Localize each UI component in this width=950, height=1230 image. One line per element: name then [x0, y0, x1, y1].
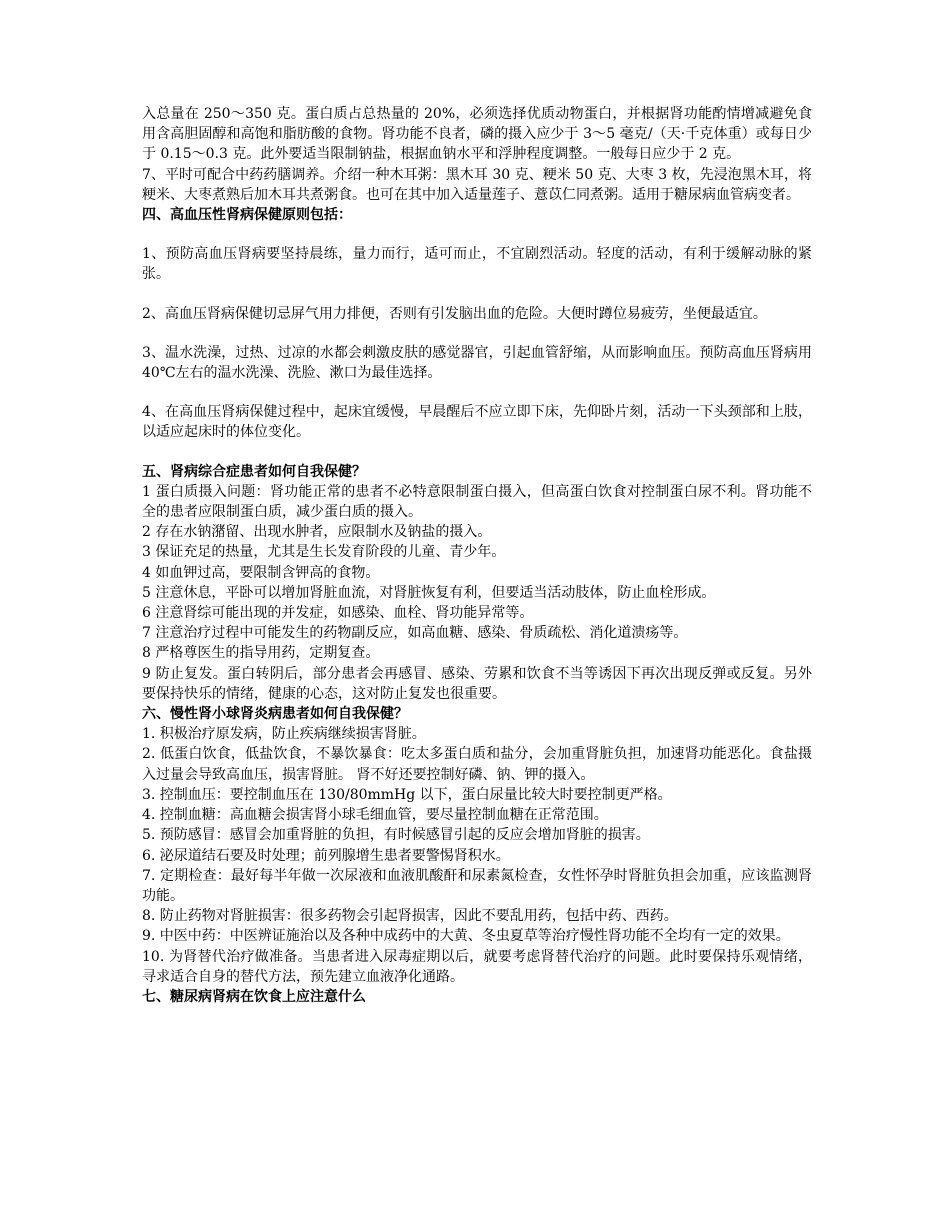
section-4-item: 1、预防高血压肾病要坚持晨练，量力而行，适可而止，不宜剧烈活动。轻度的活动，有利于缓解动脉的紧张。 [142, 246, 812, 283]
section-6-item: 3. 控制血压：要控制血压在 130/80mmHg 以下，蛋白尿量比较大时要控制更严格。 [142, 786, 672, 803]
section-6-item: 6. 泌尿道结石要及时处理；前列腺增生患者要警惕肾积水。 [142, 847, 510, 864]
section-6-heading: 六、慢性肾小球肾炎病患者如何自我保健？ [142, 706, 408, 723]
intro-continuation: 入总量在 250～350 克。蛋白质占总热量的 20%，必须选择优质动物蛋白，并根据肾功能酌情增减避免食用含高胆固醇和高饱和脂肪酸的食物。肾功能不良者，磷的摄入应少于 3～5 毫克/（天·千克体重）或每日少于 0.15～0.3 克。此外要适当限制钠盐，根据血钠水平和浮肿程度调整。一般每日应少于 2 克。 [142, 106, 812, 163]
section-5-item: 9 防止复发。蛋白转阴后，部分患者会再感冒、感染、劳累和饮食不当等诱因下再次出现反弹或反复。另外要保持快乐的情绪，健康的心态，这对防止复发也很重要。 [142, 665, 812, 702]
section-5-item: 3 保证充足的热量，尤其是生长发育阶段的儿童、青少年。 [142, 544, 506, 561]
section-6-item: 9. 中医中药：中医辨证施治以及各种中成药中的大黄、冬虫夏草等治疗慢性肾功能不全均有一定的效果。 [142, 928, 790, 945]
section-5-item: 8 严格尊医生的指导用药，定期复查。 [142, 645, 380, 662]
section-5-item: 5 注意休息，平卧可以增加肾脏血流，对肾脏恢复有利，但要适当活动肢体，防止血栓形成。 [142, 584, 716, 601]
spacer [142, 285, 812, 304]
intro-item-7: 7、平时可配合中药药膳调养。介绍一种木耳粥：黑木耳 30 克、粳米 50 克、大枣 3 枚，先浸泡黑木耳，将粳米、大枣煮熟后加木耳共煮粥食。也可在其中加入适量莲子、薏苡仁同煮粥。适用于糖尿病血管病变者。 [142, 166, 812, 203]
section-4-heading: 四、高血压性肾病保健原则包括： [142, 207, 352, 224]
section-6-item: 8. 防止药物对肾脏损害：很多药物会引起肾损害，因此不要乱用药，包括中药、西药。 [142, 908, 678, 925]
section-4-item: 4、在高血压肾病保健过程中，起床宜缓慢，早晨醒后不应立即下床，先仰卧片刻，活动一下头颈部和上肢，以适应起床时的体位变化。 [142, 404, 812, 441]
section-5-item: 6 注意肾综可能出现的并发症，如感染、血栓、肾功能异常等。 [142, 605, 534, 622]
section-5-heading: 五、肾病综合症患者如何自我保健？ [142, 463, 366, 480]
section-5-item: 7 注意治疗过程中可能发生的药物副反应，如高血糖、感染、骨质疏松、消化道溃疡等。 [142, 625, 688, 642]
section-7-heading: 七、糖尿病肾病在饮食上应注意什么 [142, 988, 366, 1005]
spacer [142, 324, 812, 343]
section-5-item: 4 如血钾过高，要限制含钾高的食物。 [142, 564, 380, 581]
section-6-item: 2. 低蛋白饮食，低盐饮食，不暴饮暴食：吃太多蛋白质和盐分，会加重肾脏负担，加速肾功能恶化。食盐摄入过量会导致高血压，损害肾脏。 肾不好还要控制好磷、钠、钾的摄入。 [142, 746, 812, 783]
section-6-item: 4. 控制血糖：高血糖会损害肾小球毛细血管，要尽量控制血糖在正常范围。 [142, 807, 608, 824]
section-6-item: 5. 预防感冒：感冒会加重肾脏的负担，有时候感冒引起的反应会增加肾脏的损害。 [142, 827, 650, 844]
section-6-item: 1. 积极治疗原发病，防止疾病继续损害肾脏。 [142, 726, 426, 743]
document-page [142, 104, 812, 1007]
section-4-item: 3、温水洗澡，过热、过凉的水都会刺激皮肤的感觉器官，引起血管舒缩，从而影响血压。预防高血压肾病用 40℃左右的温水洗澡、洗脸、漱口为最佳选择。 [142, 344, 812, 382]
section-6-item: 10. 为肾替代治疗做准备。当患者进入尿毒症期以后，就要考虑肾替代治疗的问题。此时要保持乐观情绪，寻求适合自身的替代方法，预先建立血液净化通路。 [142, 948, 812, 985]
spacer [142, 225, 812, 244]
section-6-item: 7. 定期检查：最好每半年做一次尿液和血液肌酸酐和尿素氮检查，女性怀孕时肾脏负担会加重，应该监测肾功能。 [142, 867, 812, 904]
section-4-item: 2、高血压肾病保健切忌屏气用力排便，否则有引发脑出血的危险。大便时蹲位易疲劳，坐便最适宜。 [142, 305, 767, 322]
spacer [142, 443, 812, 462]
section-5-item: 1 蛋白质摄入问题：肾功能正常的患者不必特意限制蛋白摄入，但高蛋白饮食对控制蛋白尿不利。肾功能不全的患者应限制蛋白质，减少蛋白质的摄入。 [142, 483, 812, 521]
section-5-item: 2 存在水钠潴留、出现水肿者，应限制水及钠盐的摄入。 [142, 524, 492, 541]
spacer [142, 383, 812, 402]
